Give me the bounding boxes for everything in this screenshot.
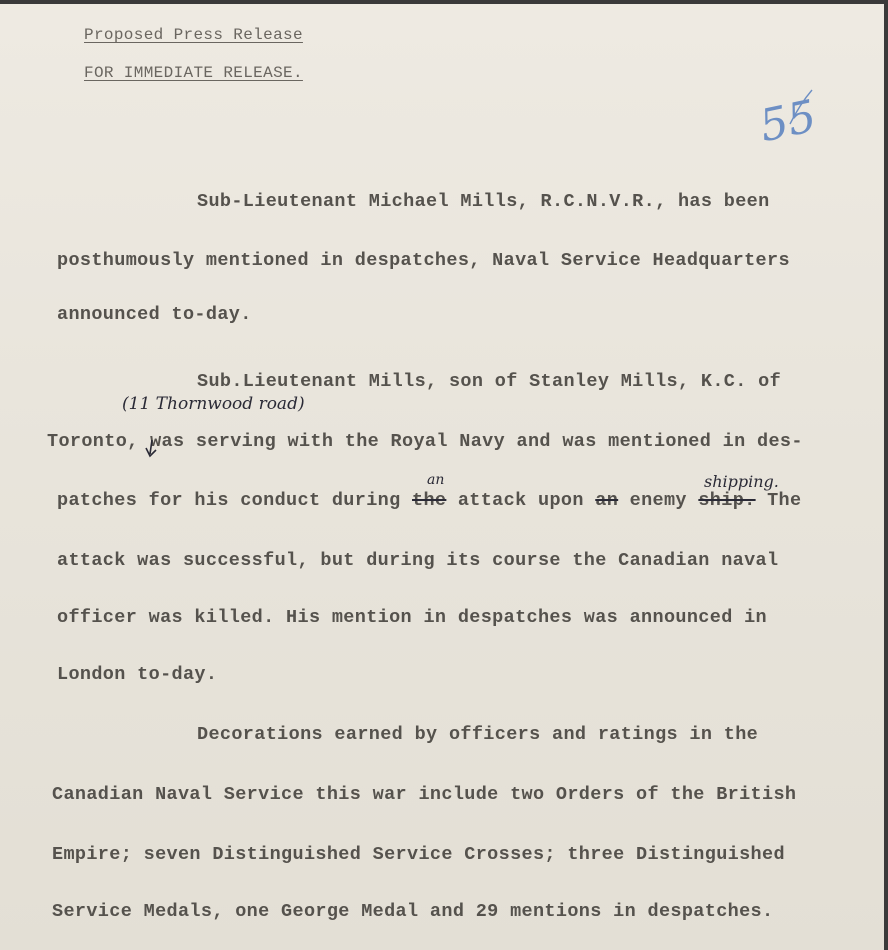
header-for-immediate-release: FOR IMMEDIATE RELEASE.: [84, 64, 303, 82]
p1-line1: Sub-Lieutenant Michael Mills, R.C.N.V.R., has been: [197, 191, 770, 212]
p2-line3-part1: patches for his conduct during: [57, 490, 401, 511]
p3-line2: Canadian Naval Service this war include two Orders of the British: [52, 784, 797, 805]
p2-line2: Toronto, was serving with the Royal Navy and was mentioned in des-: [47, 431, 803, 452]
insertion-caret-icon: [146, 440, 156, 456]
page-number-annotation: 55: [755, 90, 821, 153]
p3-line3: Empire; seven Distinguished Service Crosses; three Distinguished: [52, 844, 785, 865]
handwritten-insert-an: an: [427, 472, 445, 488]
p1-line3: announced to-day.: [57, 304, 252, 325]
handwritten-insert-shipping: shipping.: [704, 472, 779, 491]
p1-line2: posthumously mentioned in despatches, Naval Service Headquarters: [57, 250, 790, 271]
struck-word-the: the: [412, 490, 447, 511]
handwritten-address-insert: (11 Thornwood road): [122, 394, 305, 414]
p2-line4: attack was successful, but during its course the Canadian naval: [57, 550, 779, 571]
handwritten-marks: [0, 4, 884, 950]
p2-line6: London to-day.: [57, 664, 218, 685]
struck-word-ship: ship.: [698, 490, 756, 511]
p2-line3-part4: The: [767, 490, 802, 511]
p3-line4: Service Medals, one George Medal and 29 mentions in despatches.: [52, 901, 774, 922]
p2-line5: officer was killed. His mention in despatches was announced in: [57, 607, 768, 628]
p3-line1: Decorations earned by officers and ratings in the: [197, 724, 759, 745]
p2-line3-part3: enemy: [629, 490, 687, 511]
p2-line3-part2: attack upon: [457, 490, 584, 511]
p2-line1: Sub.Lieutenant Mills, son of Stanley Mills, K.C. of: [197, 371, 782, 392]
pen-stroke-icon: [790, 90, 812, 124]
struck-word-an: an: [595, 490, 619, 511]
header-proposed-press-release: Proposed Press Release: [84, 26, 303, 44]
document-page: [0, 4, 884, 950]
